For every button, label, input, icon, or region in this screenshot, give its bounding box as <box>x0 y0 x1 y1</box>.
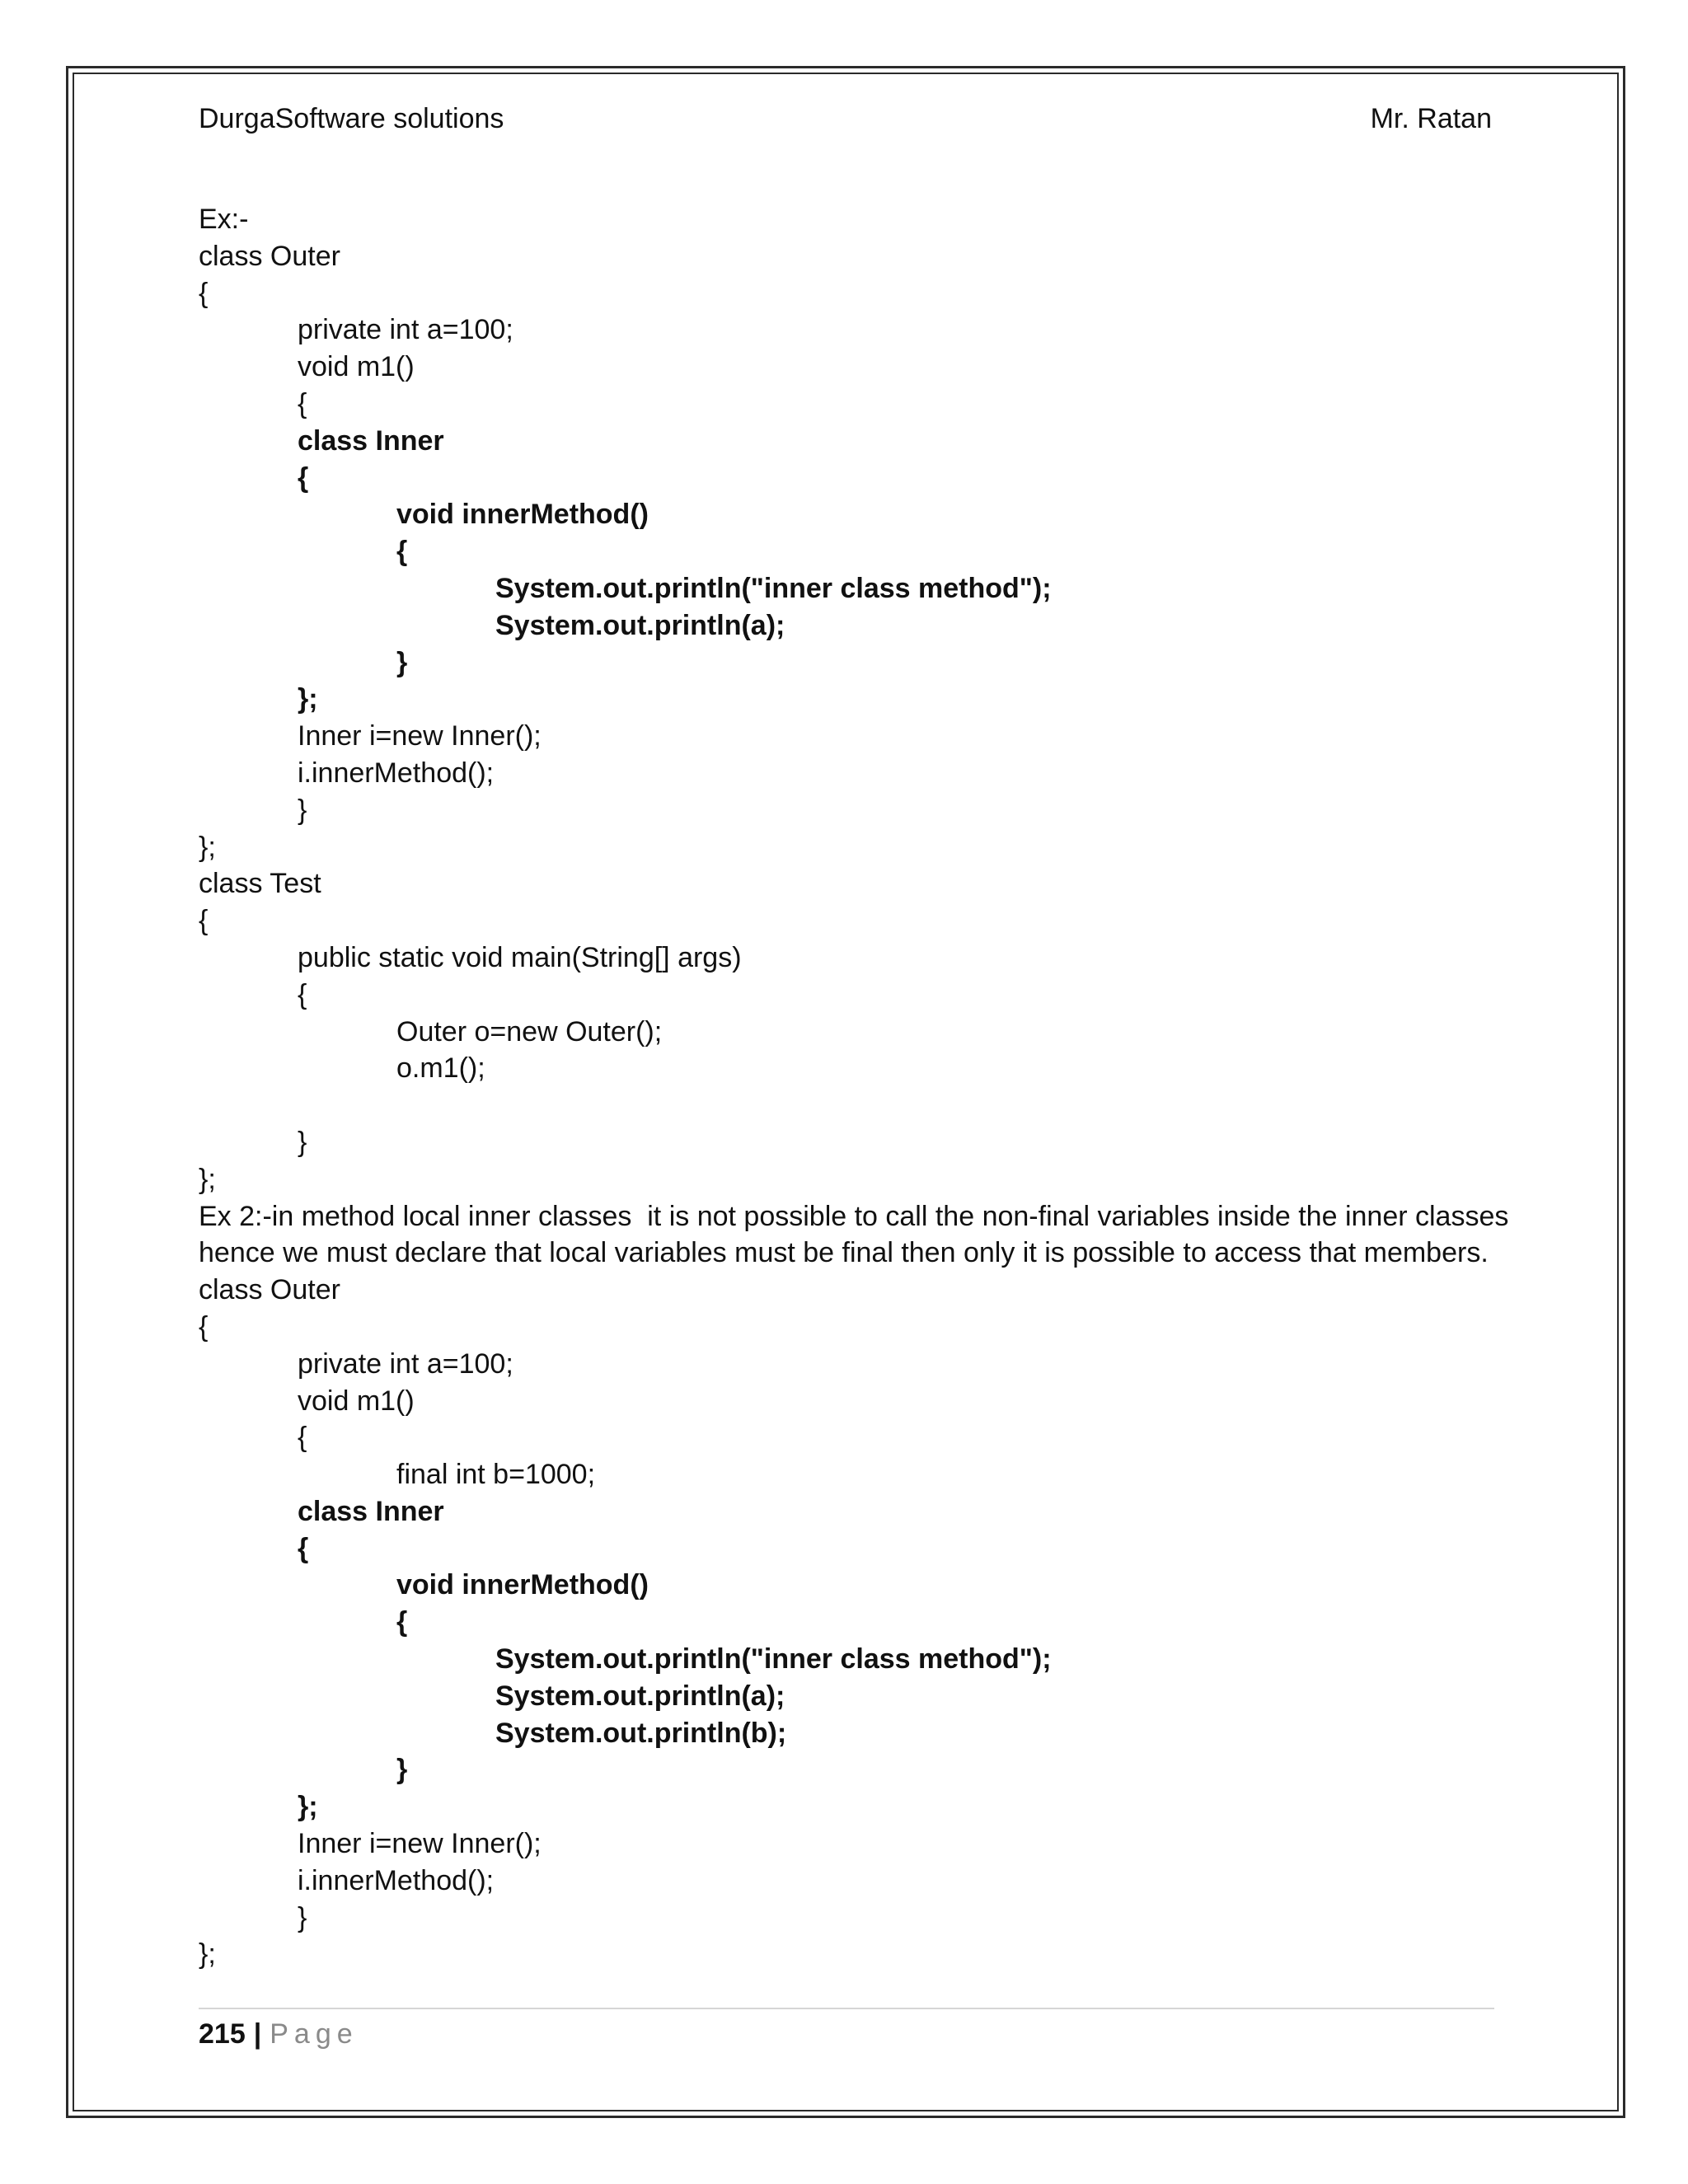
text-line: void m1() <box>298 1385 415 1417</box>
text-line: { <box>199 905 209 937</box>
text-line: class Inner <box>298 424 444 457</box>
text-line: Ex:- <box>199 204 249 235</box>
header-author: Mr. Ratan <box>1370 103 1492 134</box>
text-line: }; <box>199 831 216 863</box>
text-line: void innerMethod() <box>396 499 649 531</box>
text-line: { <box>298 462 309 494</box>
text-line: public static void main(String[] args) <box>298 941 742 973</box>
text-line: } <box>396 646 408 678</box>
text-line: { <box>298 978 307 1010</box>
text-line: }; <box>199 1163 216 1195</box>
text-line: class Outer <box>199 1274 340 1306</box>
text-line: System.out.println("inner class method"); <box>495 572 1052 604</box>
text-line: } <box>298 1901 307 1933</box>
text-line: Outer o=new Outer(); <box>396 1015 663 1047</box>
page-number: 215 <box>199 2018 246 2050</box>
text-line: { <box>298 1532 309 1564</box>
text-line: } <box>298 794 307 826</box>
text-line: final int b=1000; <box>396 1459 596 1491</box>
text-line: { <box>298 387 307 419</box>
text-line: void m1() <box>298 351 415 383</box>
text-line: }; <box>298 683 318 715</box>
text-line: { <box>396 536 408 568</box>
text-line: { <box>199 1310 209 1343</box>
text-line: System.out.println(a); <box>495 609 785 641</box>
text-line: } <box>298 1126 307 1158</box>
text-line: Inner i=new Inner(); <box>298 720 542 752</box>
page-footer <box>199 2016 359 2052</box>
text-line: i.innerMethod(); <box>298 757 495 789</box>
text-line: { <box>199 277 209 309</box>
text-line: class Outer <box>199 240 340 272</box>
text-line: System.out.println(b); <box>495 1717 787 1749</box>
footer-divider <box>199 2008 1494 2009</box>
page-label: Page <box>270 2018 359 2050</box>
text-line: hence we must declare that local variables must be final then only it is possible to access that members. <box>199 1237 1489 1269</box>
footer-separator: | <box>253 2018 262 2050</box>
text-line: } <box>396 1754 408 1786</box>
text-line: System.out.println("inner class method"); <box>495 1643 1052 1675</box>
text-line: Inner i=new Inner(); <box>298 1828 542 1860</box>
text-line: System.out.println(a); <box>495 1680 785 1712</box>
text-line: i.innerMethod(); <box>298 1864 495 1896</box>
text-line: void innerMethod() <box>396 1569 649 1601</box>
text-line: }; <box>298 1791 318 1823</box>
blank-line <box>199 1087 1493 1124</box>
text-line: private int a=100; <box>298 1347 513 1380</box>
text-line: o.m1(); <box>396 1052 485 1085</box>
text-line: class Inner <box>298 1495 444 1527</box>
header-company: DurgaSoftware solutions <box>199 103 504 134</box>
text-line: }; <box>199 1938 216 1971</box>
code-content <box>199 201 1509 1973</box>
text-line: { <box>298 1422 307 1454</box>
text-line: private int a=100; <box>298 314 513 346</box>
text-line: Ex 2:-in method local inner classes it is not possible to call the non-final variables inside the inner classes <box>199 1200 1509 1232</box>
text-line: class Test <box>199 868 321 900</box>
text-line: { <box>396 1606 408 1638</box>
